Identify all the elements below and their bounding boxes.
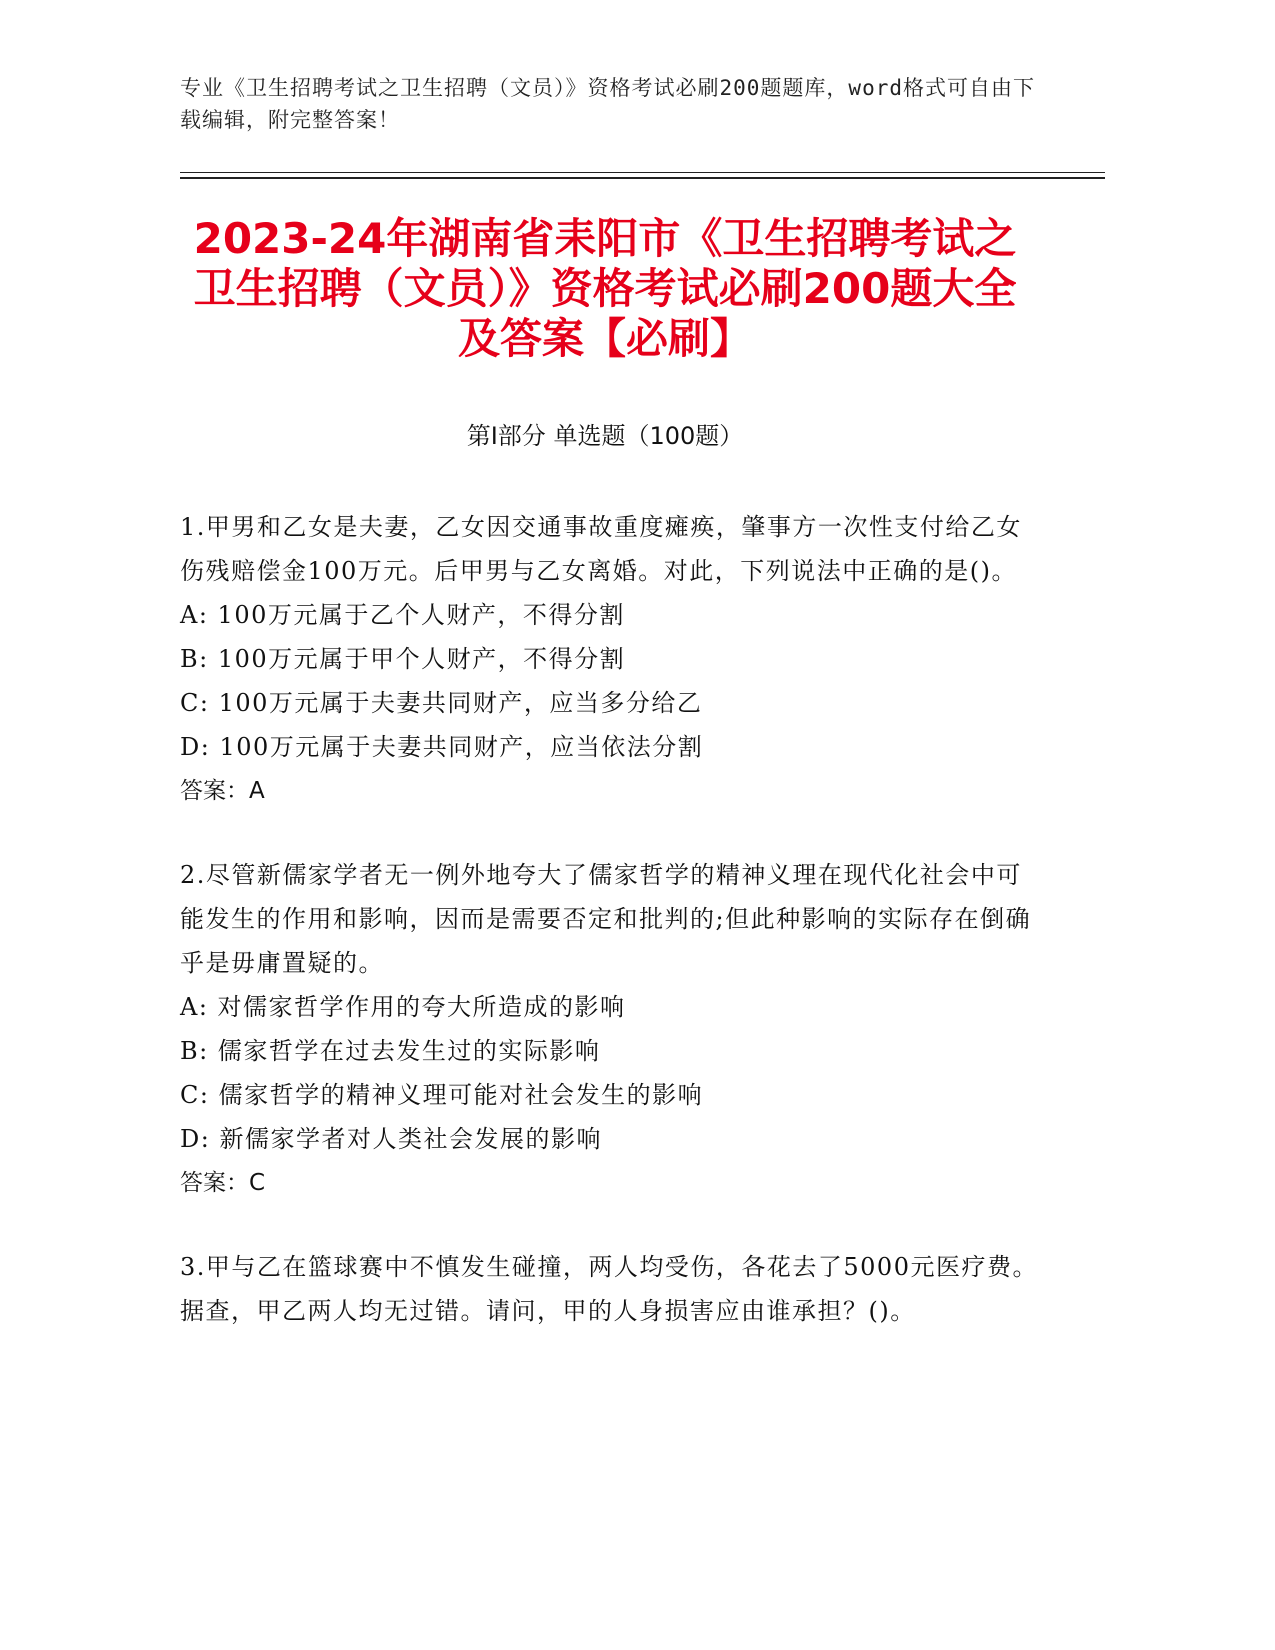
question-1 [180, 505, 1040, 813]
option-c: C: 100万元属于夫妻共同财产，应当多分给乙 [180, 689, 703, 717]
option-a: A: 100万元属于乙个人财产，不得分割 [180, 601, 625, 629]
option-b: B: 儒家哲学在过去发生过的实际影响 [180, 1037, 601, 1065]
section-heading: 第I部分 单选题（100题） [466, 422, 744, 450]
option-a: A: 对儒家哲学作用的夸大所造成的影响 [180, 993, 626, 1021]
question-stem: 2.尽管新儒家学者无一例外地夸大了儒家哲学的精神义理在现代化社会中可能发生的作用和影响，因而是需要否定和批判的;但此种影响的实际存在倒确乎是毋庸置疑的。 [180, 861, 1032, 977]
question-stem: 3.甲与乙在篮球赛中不慎发生碰撞，两人均受伤，各花去了5000元医疗费。据查，甲乙两人均无过错。请问，甲的人身损害应由谁承担？()。 [180, 1253, 1038, 1325]
option-b: B: 100万元属于甲个人财产，不得分割 [180, 645, 626, 673]
option-c: C: 儒家哲学的精神义理可能对社会发生的影响 [180, 1081, 704, 1109]
header-divider-thick [180, 177, 1105, 179]
option-d: D: 100万元属于夫妻共同财产，应当依法分割 [180, 733, 704, 761]
document-title: 2023-24年湖南省耒阳市《卫生招聘考试之卫生招聘（文员）》资格考试必刷200题大全及答案【必刷】 [193, 214, 1017, 363]
answer-line: 答案：A [180, 778, 265, 804]
question-list [180, 505, 1040, 1373]
question-2 [180, 853, 1040, 1205]
header-note: 专业《卫生招聘考试之卫生招聘（文员）》资格考试必刷200题题库，word格式可自由下载编辑，附完整答案！ [180, 76, 1035, 132]
question-3 [180, 1245, 1040, 1333]
option-d: D: 新儒家学者对人类社会发展的影响 [180, 1125, 602, 1153]
header-divider-thin [180, 172, 1105, 173]
question-stem: 1.甲男和乙女是夫妻，乙女因交通事故重度瘫痪，肇事方一次性支付给乙女伤残赔偿金100万元。后甲男与乙女离婚。对此，下列说法中正确的是()。 [180, 513, 1022, 585]
answer-line: 答案：C [180, 1170, 266, 1196]
